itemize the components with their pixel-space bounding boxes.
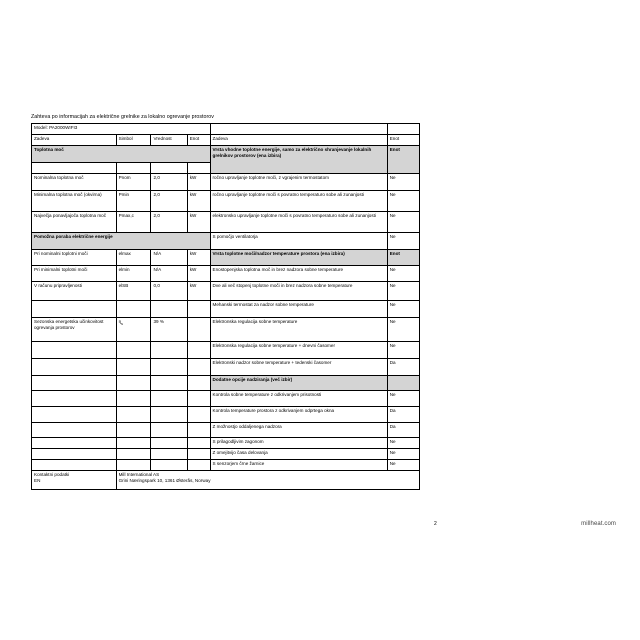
- row-right-unit: Ne: [387, 191, 419, 212]
- section-control-type: Vrsta toplotne moči/nadzor temperature prostora (ena izbira): [210, 250, 387, 266]
- spacer-cell-c: [151, 163, 187, 174]
- section-aux-power: Pomožna poraba električne energije: [32, 233, 211, 250]
- spacer-cell-d: [187, 163, 210, 174]
- row-symbol: [116, 407, 151, 423]
- table-row: [32, 342, 420, 359]
- row-item: Največja ponavljajoča toplotna moč: [32, 212, 117, 233]
- spacer-cell-f: [116, 376, 151, 391]
- spec-table: [31, 123, 420, 490]
- table-row: [32, 407, 420, 423]
- table-row: [32, 282, 420, 301]
- row-symbol: [116, 301, 151, 318]
- row-item: [32, 391, 117, 407]
- spacer-cell-g: [151, 376, 187, 391]
- row-right-unit: Ne: [387, 438, 419, 449]
- table-row: [32, 174, 420, 191]
- section-extra-options: Dodatne opcije nadziranja (več izbir): [210, 376, 387, 391]
- row-unit: kW: [187, 250, 210, 266]
- row-right-item: Elektronska regulacija sobne temperature + dnevni časomer: [210, 342, 387, 359]
- row-symbol: $\eta_s$: [116, 318, 151, 342]
- row-right-item: S prilagodljivim zagonom: [210, 438, 387, 449]
- row-symbol: [116, 359, 151, 376]
- row-right-item: ročno upravljanje toplotne moči, z vgrajenim termostatom: [210, 174, 387, 191]
- table-row-section-heat-output: [32, 146, 420, 163]
- table-row-model: [32, 124, 420, 135]
- row-right-unit: Ne: [387, 282, 419, 301]
- section-extra-options-unit: [387, 376, 419, 391]
- row-right-item: S senzorjem črne žarnice: [210, 460, 387, 471]
- row-right-unit: Ne: [387, 449, 419, 460]
- document-title: Zahteva po informacijah za električne grelnike za lokalno ogrevanje prostorov: [31, 114, 214, 120]
- row-right-unit: Ne: [387, 318, 419, 342]
- row-symbol: elSB: [116, 282, 151, 301]
- row-symbol: elmin: [116, 266, 151, 282]
- section-control-type-unit: Enot: [387, 250, 419, 266]
- table-row: [32, 359, 420, 376]
- row-value: 2,0: [151, 174, 187, 191]
- row-right-unit: Ne: [387, 174, 419, 191]
- spacer-cell-h: [187, 376, 210, 391]
- row-unit: kW: [187, 191, 210, 212]
- row-symbol: [116, 460, 151, 471]
- row-item: [32, 342, 117, 359]
- table-row: [32, 250, 420, 266]
- row-right-unit: Ne: [387, 460, 419, 471]
- spacer-cell-b: [116, 163, 151, 174]
- row-symbol: [116, 438, 151, 449]
- row-item: Pri minimalni toplotni moči: [32, 266, 117, 282]
- row-value: [151, 449, 187, 460]
- row-value: N/A: [151, 250, 187, 266]
- table-row: [32, 318, 420, 342]
- row-symbol: [116, 449, 151, 460]
- row-unit: [187, 407, 210, 423]
- row-unit: [187, 318, 210, 342]
- row-unit: [187, 301, 210, 318]
- row-item: [32, 449, 117, 460]
- spacer-cell-a: [32, 163, 117, 174]
- table-row: [32, 266, 420, 282]
- row-symbol: [116, 391, 151, 407]
- section-heat-input-control: Vrsta vhodne toplotne energije, samo za električno shranjevanje lokalnih grelnikov prostorov (ena izbira): [210, 146, 387, 174]
- row-value: [151, 359, 187, 376]
- row-unit: [187, 391, 210, 407]
- table-row-section-extra-options: [32, 376, 420, 391]
- table-header-row: [32, 135, 420, 146]
- row-unit: kW: [187, 174, 210, 191]
- row-right-item: Enostopenjska toplotna moč in brez nadzora sobne temperature: [210, 266, 387, 282]
- model-spacer-cell: [210, 124, 387, 135]
- model-value: PA2000WIFI3: [49, 125, 78, 130]
- table-row-contact: [32, 471, 420, 490]
- model-cell: [32, 124, 211, 135]
- row-unit: [187, 342, 210, 359]
- row-right-unit: Da: [387, 359, 419, 376]
- row-item: [32, 301, 117, 318]
- row-value: 39 %: [151, 318, 187, 342]
- row-unit: kW: [187, 282, 210, 301]
- section-heat-output: Toplotna moč: [32, 146, 211, 163]
- page-number: 2: [434, 521, 437, 527]
- header-unit: Enot: [187, 135, 210, 146]
- row-item: Minimalna toplotna moč (okvirna): [32, 191, 117, 212]
- row-value: [151, 438, 187, 449]
- row-item: Sezonska energetska učinkovitost ogrevanja prostorov: [32, 318, 117, 342]
- row-symbol: [116, 423, 151, 438]
- row-unit: [187, 423, 210, 438]
- contact-label: Kontaktni podatki: [34, 472, 70, 477]
- header-item: Zadeva: [32, 135, 117, 146]
- row-item: V računu pripravljenosti: [32, 282, 117, 301]
- table-row: [32, 212, 420, 233]
- row-value: [151, 407, 187, 423]
- brand-footer: millheat.com: [581, 521, 616, 527]
- header-value: Vrednost: [151, 135, 187, 146]
- row-right-item: Kontrola temperature prostora z odkrivanjem odprtega okna: [210, 407, 387, 423]
- row-right-item: Mehanski termostat za nadzor sobne temperature: [210, 301, 387, 318]
- row-right-unit: Da: [387, 423, 419, 438]
- row-right-unit: Ne: [387, 391, 419, 407]
- row-right-item: Elektronska regulacija sobne temperature: [210, 318, 387, 342]
- contact-address: Grini Næringspark 10, 1361 Østerås, Norway: [118, 478, 211, 484]
- row-right-unit: Ne: [387, 342, 419, 359]
- row-right-item: elektronsko upravljanje toplotne moči s povratno temperaturo sobe ali zunanjosti: [210, 212, 387, 233]
- contact-label-lang: EN: [34, 478, 41, 484]
- contact-details-cell: [116, 471, 419, 490]
- table-row: [32, 423, 420, 438]
- row-right-item: Elektronski nadzor sobne temperature + tedenski časomer: [210, 359, 387, 376]
- row-right-unit: Ne: [387, 301, 419, 318]
- row-right-item: Kontrola sobne temperature z odkrivanjem prisotnosti: [210, 391, 387, 407]
- row-value: 0,0: [151, 282, 187, 301]
- row-symbol: [116, 342, 151, 359]
- model-spacer-cell-2: [387, 124, 419, 135]
- row-right-item: S pomočjo ventilatorja: [210, 233, 387, 250]
- row-value: [151, 342, 187, 359]
- row-unit: kW: [187, 212, 210, 233]
- row-right-unit: Ne: [387, 266, 419, 282]
- contact-company: Mill International AS: [118, 472, 160, 477]
- row-symbol: Pnom: [116, 174, 151, 191]
- contact-label-cell: [32, 471, 117, 490]
- table-row: [32, 391, 420, 407]
- row-right-unit: Ne: [387, 212, 419, 233]
- row-symbol: Pmax,c: [116, 212, 151, 233]
- row-item: [32, 423, 117, 438]
- header-symbol: Simbol: [116, 135, 151, 146]
- row-value: 2,0: [151, 212, 187, 233]
- header-unit-2: Enot: [387, 135, 419, 146]
- row-unit: [187, 449, 210, 460]
- row-item: [32, 359, 117, 376]
- row-item: Nominalna toplotna moč: [32, 174, 117, 191]
- spacer-cell-e: [32, 376, 117, 391]
- row-right-unit: Da: [387, 407, 419, 423]
- table-row: [32, 460, 420, 471]
- row-value: [151, 301, 187, 318]
- row-unit: kW: [187, 266, 210, 282]
- row-symbol: elmax: [116, 250, 151, 266]
- row-right-unit: Ne: [387, 233, 419, 250]
- row-value: N/A: [151, 266, 187, 282]
- table-row: [32, 449, 420, 460]
- row-right-item: Dve ali več stopenj toplotne moči in brez nadzora sobne temperature: [210, 282, 387, 301]
- row-right-item: Z omejitvijo časa delovanja: [210, 449, 387, 460]
- row-right-item: ročno upravljanje toplotne moči s povratno temperaturo sobe ali zunanjosti: [210, 191, 387, 212]
- row-value: [151, 460, 187, 471]
- row-unit: [187, 438, 210, 449]
- row-unit: [187, 359, 210, 376]
- row-value: 2,0: [151, 191, 187, 212]
- row-item: [32, 460, 117, 471]
- row-unit: [187, 460, 210, 471]
- row-item: Pri nominalni toplotni moči: [32, 250, 117, 266]
- header-item-2: Zadeva: [210, 135, 387, 146]
- row-right-item: Z možnostjo oddaljenega nadzora: [210, 423, 387, 438]
- row-value: [151, 423, 187, 438]
- model-label: Model:: [34, 125, 48, 130]
- row-item: [32, 438, 117, 449]
- row-item: [32, 407, 117, 423]
- row-symbol: Pmin: [116, 191, 151, 212]
- section-heat-input-unit: Enot: [387, 146, 419, 174]
- table-row: [32, 301, 420, 318]
- table-row: [32, 438, 420, 449]
- table-row: [32, 191, 420, 212]
- row-value: [151, 391, 187, 407]
- table-row-section-aux-power: [32, 233, 420, 250]
